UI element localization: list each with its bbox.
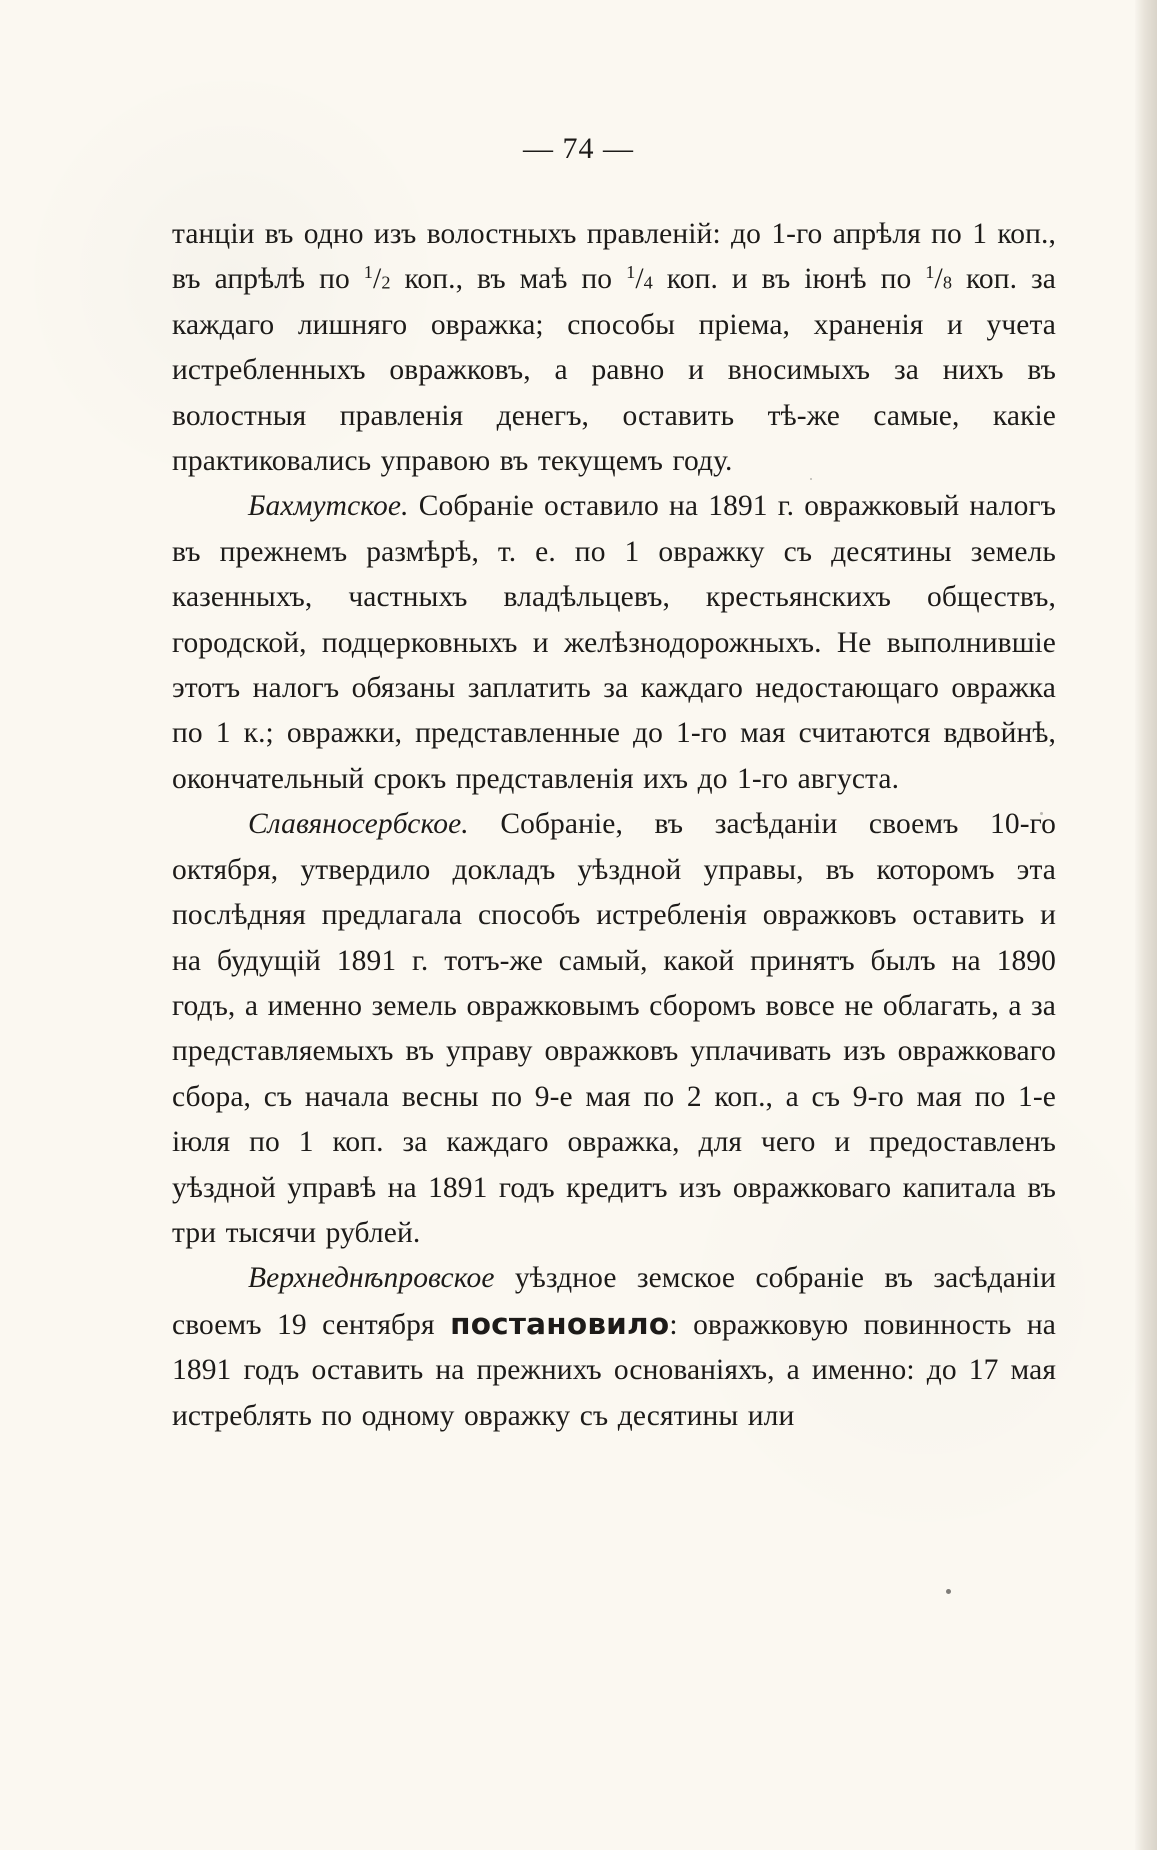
print-speck bbox=[1040, 812, 1043, 815]
district-name-verkhnedneprovskoe: Верхнеднѣпровское bbox=[248, 1262, 495, 1295]
fraction-one-quarter: $^1/_4$ bbox=[626, 262, 653, 296]
paragraph-bakhmutskoe bbox=[172, 484, 1056, 802]
fraction-numerator: 1 bbox=[626, 262, 636, 283]
text-segment: Собраніе, въ засѣданіи своемъ 10-го октября, утвердило докладъ уѣздной управы, въ которомъ эта послѣдняя предлагала способъ истребленія овражковъ оставить и на будущій 1891 г. тотъ-же самый, какой принятъ былъ на 1890 годъ, а именно земель овражковымъ сборомъ вовсе не облагать, а за представляемыхъ въ управу овражковъ уплачивать изъ овражковаго сбора, съ начала весны по 9-е мая по 2 коп., а съ 9-го мая по 1-е іюля по 1 коп. за каждаго овражка, для чего и предоставленъ уѣздной управѣ на 1891 годъ кредитъ изъ овражковаго капитала въ три тысячи рублей. bbox=[172, 808, 1056, 1249]
fraction-denominator: 2 bbox=[381, 272, 391, 293]
text-segment: коп. за каждаго лишняго овражка; способы пріема, храненія и учета истребленныхъ овражковъ, а равно и вносимыхъ за нихъ въ волостныя правленія денегъ, оставить тѣ-же самые, какіе практиковались управою въ текущемъ году. bbox=[172, 263, 1056, 478]
text-segment: танціи въ одно изъ волостныхъ правленій: до 1-го апрѣля по 1 коп., въ апрѣлѣ по bbox=[172, 218, 1056, 296]
fraction-numerator: 1 bbox=[925, 262, 935, 283]
print-speck bbox=[810, 478, 812, 480]
emphasized-word: постановило bbox=[450, 1306, 670, 1341]
fraction-denominator: 8 bbox=[942, 272, 953, 293]
fraction-one-eighth: $^1/_8$ bbox=[925, 262, 953, 296]
paragraph-verkhnedneprovskoe bbox=[172, 1256, 1056, 1439]
district-name-bakhmutskoe: Бахмутское. bbox=[248, 490, 409, 523]
page-edge-shadow bbox=[1135, 0, 1157, 1850]
text-segment: уѣздное земское собраніе въ засѣданіи своемъ 19 сентября bbox=[172, 1262, 1056, 1341]
fraction-denominator: 4 bbox=[643, 272, 653, 293]
text-segment: коп. и въ іюнѣ по bbox=[652, 263, 926, 296]
fraction-numerator: 1 bbox=[363, 262, 374, 283]
text-segment: Собраніе оставило на 1891 г. овражковый налогъ въ прежнемъ размѣрѣ, т. е. по 1 овражку съ десятины земель казенныхъ, частныхъ владѣльцевъ, крестьянскихъ обществъ, городской, подцерковныхъ и желѣзнодорожныхъ. Не выполнившіе этотъ налогъ обязаны заплатить за каждаго недостающаго овражка по 1 к.; овражки, представленные до 1-го мая считаются вдвойнѣ, окончательный срокъ представленія ихъ до 1-го августа. bbox=[172, 490, 1056, 795]
print-speck bbox=[946, 1589, 951, 1594]
paragraph-slavyanoserbskoe bbox=[172, 802, 1056, 1256]
text-segment: : овражковую повинность на 1891 годъ оставить на прежнихъ основаніяхъ, а именно: до 17 мая истреблять по одному овражку съ десятины или bbox=[172, 1308, 1056, 1432]
fraction-one-half: $^1/_2$ bbox=[363, 262, 391, 296]
district-name-slavyanoserbskoe: Славяносербское. bbox=[248, 808, 469, 841]
page-number: — 74 — bbox=[523, 132, 634, 165]
paragraph-continuation bbox=[172, 212, 1056, 484]
document-body bbox=[172, 212, 1056, 1439]
text-segment: коп., въ маѣ по bbox=[390, 263, 627, 296]
